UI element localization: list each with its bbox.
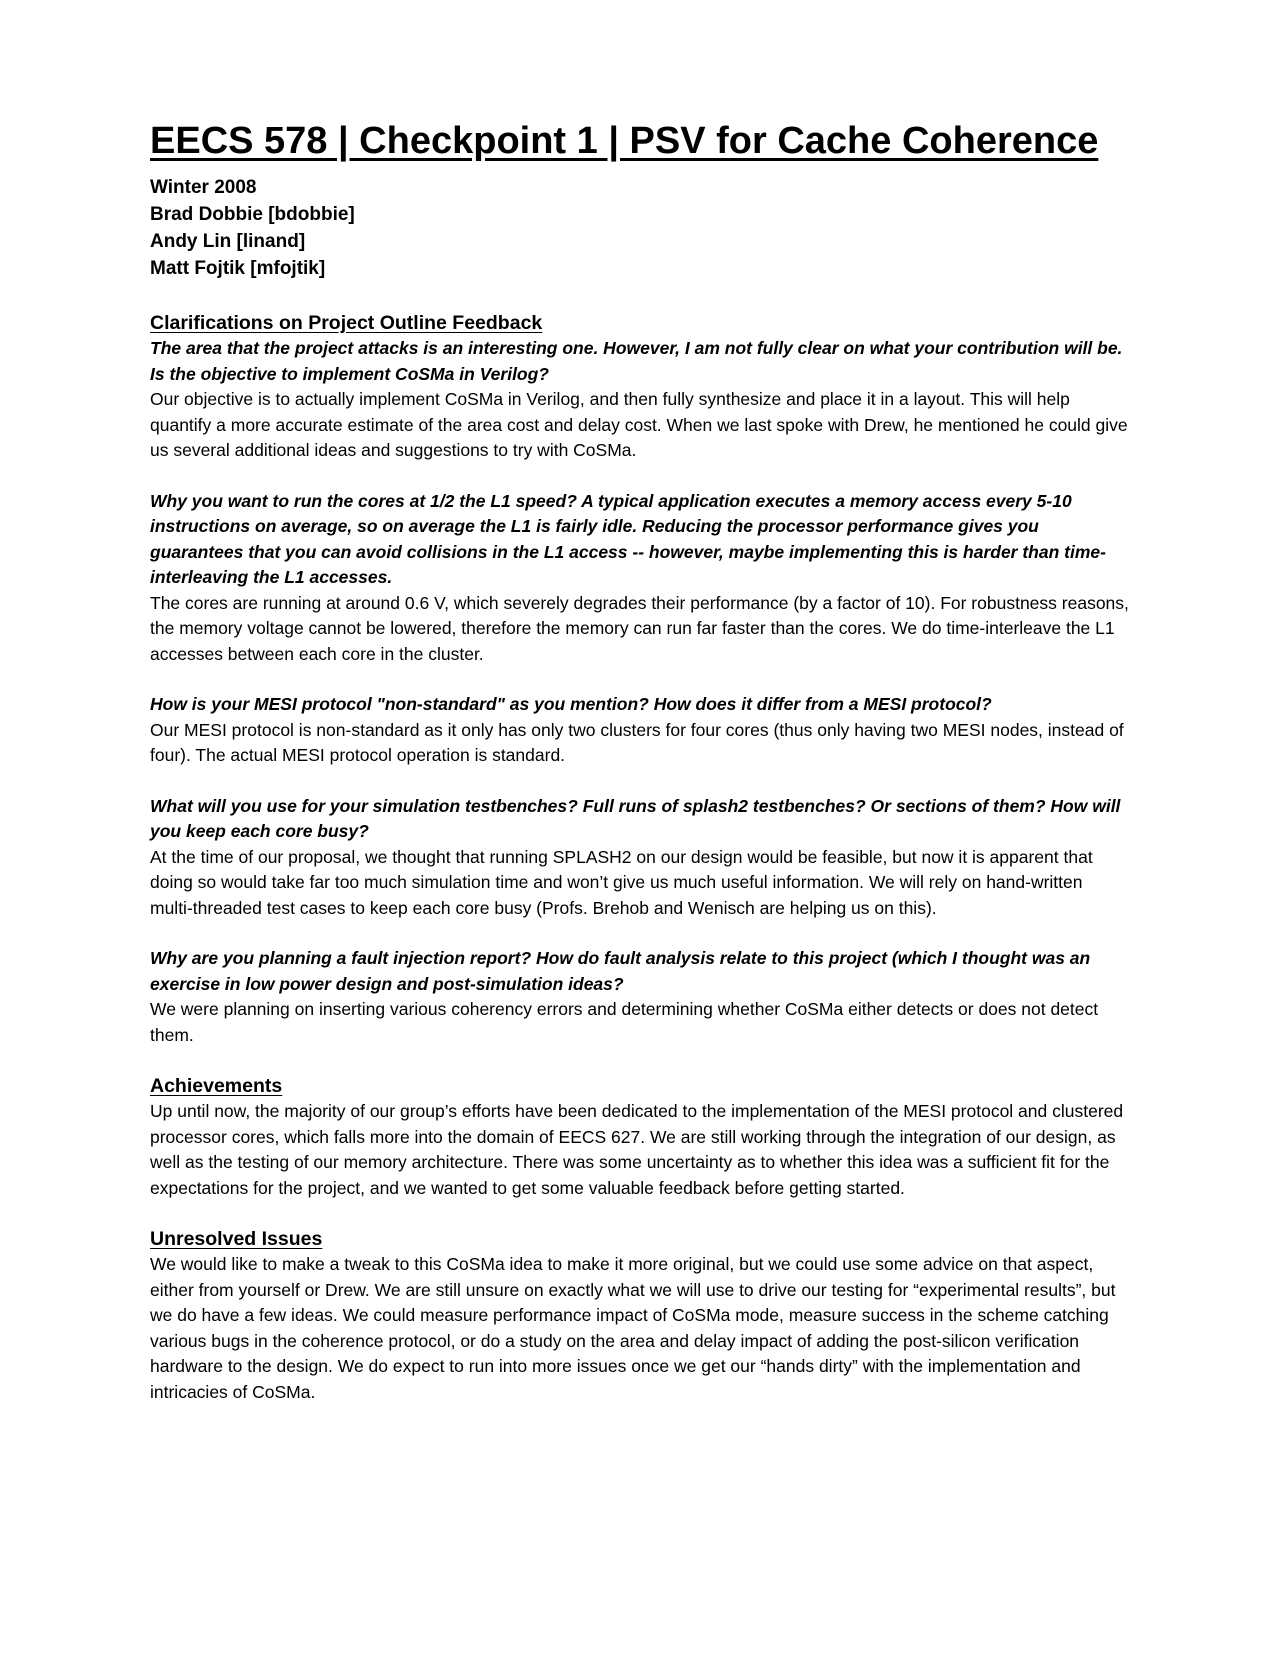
- qa-item: [150, 336, 1130, 464]
- feedback-answer: At the time of our proposal, we thought that running SPLASH2 on our design would be feasible, but now it is apparent that doing so would take far too much simulation time and won’t give us much useful information. We will rely on hand-written multi-threaded test cases to keep each core busy (Profs. Brehob and Wenisch are helping us on this).: [150, 846, 1093, 918]
- document-title: EECS 578 | Checkpoint 1 | PSV for Cache Coherence: [150, 120, 1099, 162]
- author-line: Brad Dobbie [bdobbie]: [150, 204, 355, 225]
- feedback-answer: Our objective is to actually implement CoSMa in Verilog, and then fully synthesize and place it in a layout. This will help quantify a more accurate estimate of the area cost and delay cost. When we last spoke with Drew, he mentioned he could give us several additional ideas and suggestions to try with CoSMa.: [150, 389, 1128, 460]
- feedback-answer: The cores are running at around 0.6 V, which severely degrades their performance (by a factor of 10). For robustness reasons, the memory voltage cannot be lowered, therefore the memory can run far faster than the cores. We do time-interleave the L1 accesses between each core in the cluster.: [150, 592, 1129, 664]
- term-line: Winter 2008: [150, 177, 257, 198]
- document-meta: [150, 174, 1130, 282]
- qa-item: [150, 489, 1130, 668]
- unresolved-issues-heading: Unresolved Issues: [150, 1228, 323, 1250]
- achievements-heading: Achievements: [150, 1075, 283, 1097]
- feedback-question: The area that the project attacks is an interesting one. However, I am not fully clear on what your contribution will be. Is the objective to implement CoSMa in Verilog?: [150, 338, 1123, 384]
- clarifications-heading: Clarifications on Project Outline Feedback: [150, 312, 543, 334]
- feedback-question: Why are you planning a fault injection report? How do fault analysis relate to this project (which I thought was an exercise in low power design and post-simulation ideas?: [150, 948, 1091, 994]
- unresolved-issues-body: We would like to make a tweak to this CoSMa idea to make it more original, but we could use some advice on that aspect, either from yourself or Drew. We are still unsure on exactly what we will use to drive our testing for “experimental results”, but we do have a few ideas. We could measure performance impact of CoSMa mode, measure success in the scheme catching various bugs in the coherence protocol, or do a study on the area and delay impact of adding the post-silicon verification hardware to the design. We do expect to run into more issues once we get our “hands dirty” with the implementation and intricacies of CoSMa.: [150, 1254, 1116, 1402]
- qa-item: [150, 692, 1130, 769]
- qa-item: [150, 946, 1130, 1048]
- qa-item: [150, 794, 1130, 922]
- author-line: Matt Fojtik [mfojtik]: [150, 258, 326, 279]
- achievements-section: [150, 1073, 1130, 1201]
- feedback-question: Why you want to run the cores at 1/2 the L1 speed? A typical application executes a memory access every 5-10 instructions on average, so on average the L1 is fairly idle. Reducing the processor performance gives you guarantees that you can avoid collisions in the L1 access -- however, maybe implementing this is harder than time-interleaving the L1 accesses.: [150, 490, 1106, 587]
- unresolved-issues-section: [150, 1226, 1130, 1405]
- document-page: [150, 118, 1130, 1405]
- author-line: Andy Lin [linand]: [150, 231, 306, 252]
- feedback-question: What will you use for your simulation testbenches? Full runs of splash2 testbenches? Or sections of them? How will you keep each core busy?: [150, 795, 1121, 841]
- clarifications-section: [150, 310, 1130, 1048]
- feedback-answer: We were planning on inserting various coherency errors and determining whether CoSMa either detects or does not detect them.: [150, 999, 1099, 1045]
- achievements-body: Up until now, the majority of our group’s efforts have been dedicated to the implementation of the MESI protocol and clustered processor cores, which falls more into the domain of EECS 627. We are still working through the integration of our design, as well as the testing of our memory architecture. There was some uncertainty as to whether this idea was a sufficient fit for the expectations for the project, and we wanted to get some valuable feedback before getting started.: [150, 1101, 1124, 1198]
- feedback-question: How is your MESI protocol "non-standard" as you mention? How does it differ from a MESI protocol?: [150, 694, 992, 714]
- feedback-answer: Our MESI protocol is non-standard as it only has only two clusters for four cores (thus only having two MESI nodes, instead of four). The actual MESI protocol operation is standard.: [150, 719, 1124, 765]
